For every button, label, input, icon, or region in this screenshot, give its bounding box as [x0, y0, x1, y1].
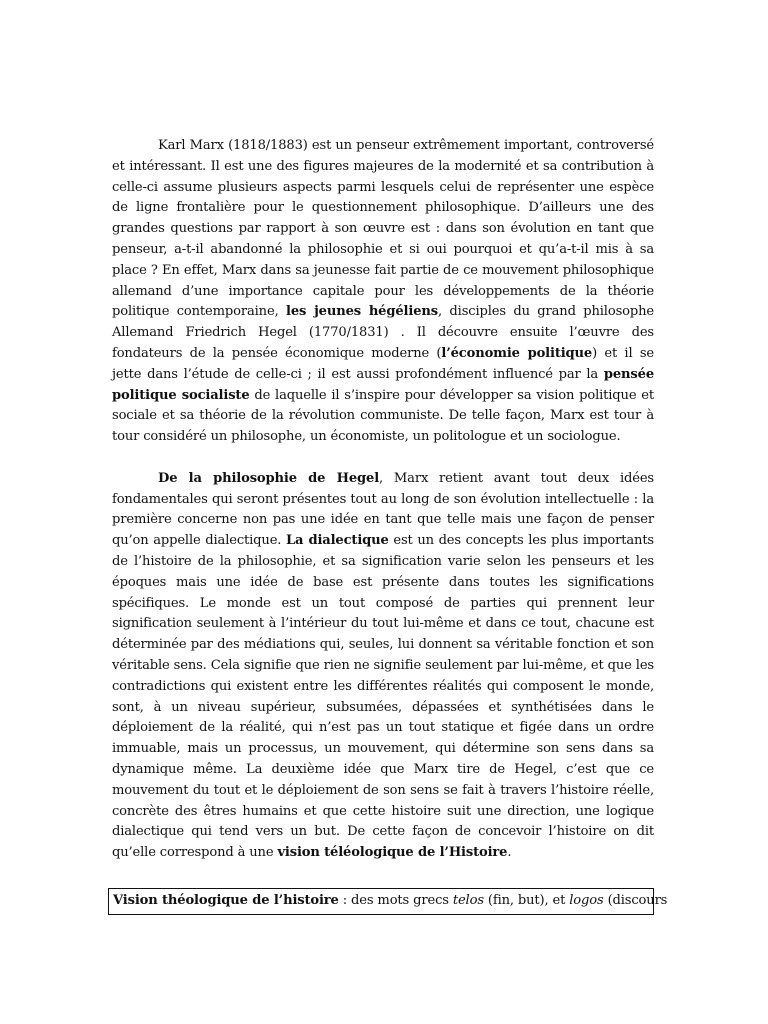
bold-term: La dialectique: [285, 533, 389, 549]
text-run: (discours: [603, 893, 668, 908]
text-run: , Marx retient avant tout deux idées fondamentales qui seront présentes tout au long de son évolution intellectuelle : la première concerne non pas une idée en tant que telle mais une façon de penser qu’on appelle dialectique.: [112, 470, 654, 549]
italic-term: telos: [452, 893, 484, 908]
italic-term: logos: [569, 893, 604, 908]
text-run: : des mots grecs: [338, 893, 453, 908]
text-run: (fin, but), et: [483, 893, 570, 908]
text-run: Karl Marx (1818/1883) est un penseur extrêmement important, controversé et intéressant. Il est une des figures majeures de la modernité et sa contribution à celle-ci assume plusieurs aspects parmi lesquels celui de représenter une espèce de ligne frontalière pour le questionnement philosophique. D’ailleurs une des grandes questions par rapport à son œuvre est : dans son évolution en tant que penseur, a-t-il abandonné la philosophie et si oui pourquoi et qu’a-t-il mis à sa place ? En effet, Marx dans sa jeunesse fait partie de ce mouvement philosophique allemand d’une importance capitale pour les développements de la théorie politique contemporaine,: [112, 138, 654, 320]
bold-term: les jeunes hégéliens: [286, 304, 438, 320]
bold-term: De la philosophie de Hegel: [158, 470, 380, 486]
text-run: .: [507, 845, 512, 861]
text-run: est un des concepts les plus importants de l’histoire de la philosophie, et sa signification varie selon les penseurs et les époques mais une idée de base est présente dans toutes les significations spécifiques. Le monde est un tout composé de parties qui prennent leur signification seulement à l’intérieur du tout lui-même et dans ce tout, chacune est déterminée par des médiations qui, seules, lui donnent sa véritable fonction et son véritable sens. Cela signifie que rien ne signifie seulement par lui-même, et que les contradictions qui existent entre les différentes réalités qui composent le monde, sont, à un niveau supérieur, subsumées, dépassées et synthétisées dans le déploiement de la réalité, qui n’est pas un tout statique et figée dans un ordre immuable, mais un processus, un mouvement, qui détermine son sens dans sa dynamique même. La deuxième idée que Marx tire de Hegel, c’est que ce mouvement du tout et le déploiement de son sens se fait à travers l’histoire réelle, concrète des êtres humains et que cette histoire suit une direction, une logique dialectique qui tend vers un but. De cette façon de concevoir l’histoire on dit qu’elle correspond à une: [112, 533, 654, 861]
text-run: , disciples du grand philosophe Allemand Friedrich Hegel (1770/1831) . Il découvre ensuite l’œuvre des fondateurs de la pensée économique moderne (: [112, 304, 654, 361]
bold-term: Vision théologique de l’histoire: [113, 893, 339, 908]
paragraph-marx-intro: [112, 136, 654, 448]
bold-term: vision téléologique de l’Histoire: [277, 845, 508, 861]
definition-box: [108, 888, 668, 915]
bold-term: pensée politique socialiste: [112, 366, 654, 403]
paragraph-hegel-dialectic: [112, 469, 654, 864]
text-run: ) et il se jette dans l’étude de celle-ci ; il est aussi profondément influencé par la: [112, 345, 655, 382]
body-text: [112, 136, 654, 864]
text-run: de laquelle il s’inspire pour développer sa vision politique et sociale et sa théorie de la révolution communiste. De telle façon, Marx est tour à tour considéré un philosophe, un économiste, un politologue et un sociologue.: [112, 387, 654, 445]
bold-term: l’économie politique: [441, 345, 593, 361]
